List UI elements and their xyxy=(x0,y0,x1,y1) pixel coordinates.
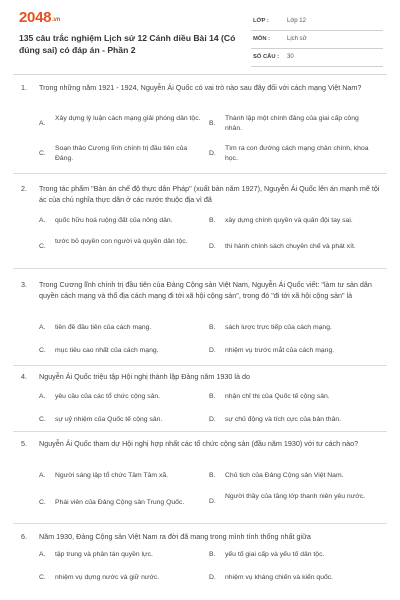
option-letter: B. xyxy=(209,324,216,331)
question-5 xyxy=(13,439,387,519)
option-letter: C. xyxy=(39,150,46,157)
meta-row-subject xyxy=(251,31,383,49)
meta-value-class: Lớp 12 xyxy=(287,18,306,24)
question-3 xyxy=(13,280,387,365)
option-letter: C. xyxy=(39,243,46,250)
option-letter: C. xyxy=(39,499,46,506)
exam-title: 135 câu trắc nghiệm Lịch sử 12 Cánh diều Bài 14 (Có đúng sai) có đáp án - Phần 2 xyxy=(19,33,236,55)
question-divider xyxy=(13,268,387,269)
option-text: Tìm ra con đường cách mạng chân chính, khoa học. xyxy=(225,145,369,162)
option-text: Chủ tịch của Đảng Cộng sản Việt Nam. xyxy=(225,472,344,479)
option-letter: C. xyxy=(39,347,46,354)
page-header xyxy=(0,0,400,82)
option-text: Người sáng lập tổ chức Tâm Tâm xã. xyxy=(55,472,169,479)
meta-key-count: SỐ CÂU : xyxy=(253,54,280,60)
meta-value-count: 30 xyxy=(287,54,294,60)
option-text: yêu cầu của các tổ chức cộng sản. xyxy=(55,393,161,400)
option-letter: C. xyxy=(39,416,46,423)
question-text: Năm 1930, Đảng Cộng sản Việt Nam ra đời đã mang trong mình tính thống nhất giữa xyxy=(39,532,311,541)
question-number: 5. xyxy=(21,439,27,448)
question-text: Nguyễn Ái Quốc triệu tập Hội nghị thành lập Đảng năm 1930 là do xyxy=(39,372,250,381)
option-letter: D. xyxy=(209,243,216,250)
meta-row-count xyxy=(251,49,383,67)
question-text: Nguyễn Ái Quốc tham dự Hội nghị hợp nhất các tổ chức cộng sản (đầu năm 1930) với tư cách nào? xyxy=(39,439,359,448)
option-text: mục tiêu cao nhất của cách mạng. xyxy=(55,347,159,354)
option-text: nhận chỉ thị của Quốc tế cộng sản. xyxy=(225,393,330,400)
meta-row-class xyxy=(251,13,383,31)
meta-key-subject: MÔN : xyxy=(253,36,271,42)
question-number: 4. xyxy=(21,372,27,381)
option-text: tập trung và phân tán quyền lực. xyxy=(55,551,153,558)
option-text: nhiệm vụ trước mắt của cách mạng. xyxy=(225,347,335,354)
meta-key-class: LỚP : xyxy=(253,18,269,24)
option-text: sách lược trực tiếp của cách mạng. xyxy=(225,324,332,331)
meta-value-subject: Lịch sử xyxy=(287,36,307,42)
logo-main: 2048 xyxy=(19,9,52,26)
question-divider xyxy=(13,365,387,366)
option-letter: B. xyxy=(209,393,216,400)
option-letter: B. xyxy=(209,551,216,558)
site-logo[interactable] xyxy=(19,9,60,26)
question-text: Trong Cương lĩnh chính trị đầu tiên của Đảng Cộng sản Việt Nam, Nguyễn Ái Quốc viết: "làm tư sản dân quyền cách mạng và thổ địa cách mạng đi tới xã hội cộng sản", trong đó "đi tới xã hội cộng sản" là xyxy=(39,280,372,300)
option-text: nhiệm vụ dựng nước và giữ nước. xyxy=(55,574,160,581)
option-letter: B. xyxy=(209,120,216,127)
option-text: nhiệm vụ kháng chiến và kiến quốc. xyxy=(225,574,334,581)
question-6 xyxy=(13,532,387,598)
question-number: 6. xyxy=(21,532,27,541)
exam-meta xyxy=(251,13,383,67)
option-letter: D. xyxy=(209,416,216,423)
option-letter: A. xyxy=(39,120,46,127)
option-text: Xây dựng lý luận cách mạng giải phóng dân tộc. xyxy=(55,115,201,122)
question-text: Trong những năm 1921 - 1924, Nguyễn Ái Quốc có vai trò nào sau đây đối với cách mạng Việt Nam? xyxy=(39,83,362,92)
option-letter: C. xyxy=(39,574,46,581)
option-text: thi hành chính sách chuyên chế và phát xít. xyxy=(225,243,356,250)
option-text: xây dựng chính quyền và quân đội tay sai. xyxy=(225,217,353,224)
question-divider xyxy=(13,173,387,174)
option-text: yếu tố giai cấp và yếu tố dân tộc. xyxy=(225,551,325,558)
question-text: Trong tác phẩm "Bản án chế độ thực dân Pháp" (xuất bản năm 1927), Nguyễn Ái Quốc lên án mạnh mẽ tội ác của chủ nghĩa thực dân ở các nước thuộc địa vì đã xyxy=(39,184,380,204)
option-text: sự chủ động và tích cực của bản thân. xyxy=(225,416,342,423)
question-2 xyxy=(13,184,387,268)
option-text: sự uỷ nhiệm của Quốc tế cộng sản. xyxy=(55,416,163,423)
question-4 xyxy=(13,372,387,426)
option-text: Người thầy của tầng lớp thanh niên yêu nước. xyxy=(225,493,365,500)
option-letter: A. xyxy=(39,472,46,479)
option-text: Soạn thảo Cương lĩnh chính trị đầu tiên của Đảng. xyxy=(55,145,188,162)
question-1 xyxy=(13,83,387,163)
question-divider xyxy=(13,523,387,524)
question-divider xyxy=(13,431,387,432)
option-letter: A. xyxy=(39,324,46,331)
option-letter: A. xyxy=(39,393,46,400)
option-letter: A. xyxy=(39,217,46,224)
option-letter: B. xyxy=(209,472,216,479)
option-letter: B. xyxy=(209,217,216,224)
option-text: tước bỏ quyền con người và quyền dân tộc. xyxy=(55,238,188,245)
option-text: tiền đề đầu tiên của cách mạng. xyxy=(55,324,152,331)
header-divider xyxy=(13,74,387,75)
option-letter: D. xyxy=(209,150,216,157)
logo-domain: .vn xyxy=(52,17,60,23)
option-letter: D. xyxy=(209,498,216,505)
option-letter: D. xyxy=(209,347,216,354)
option-letter: A. xyxy=(39,551,46,558)
question-number: 2. xyxy=(21,184,27,193)
option-letter: D. xyxy=(209,574,216,581)
question-number: 1. xyxy=(21,83,27,92)
option-text: Phái viên của Đảng Cộng sản Trung Quốc. xyxy=(55,499,185,506)
question-number: 3. xyxy=(21,280,27,289)
option-text: quốc hữu hoá ruộng đất của nông dân. xyxy=(55,217,173,224)
option-text: Thành lập một chính đảng của giai cấp công nhân. xyxy=(225,115,359,132)
